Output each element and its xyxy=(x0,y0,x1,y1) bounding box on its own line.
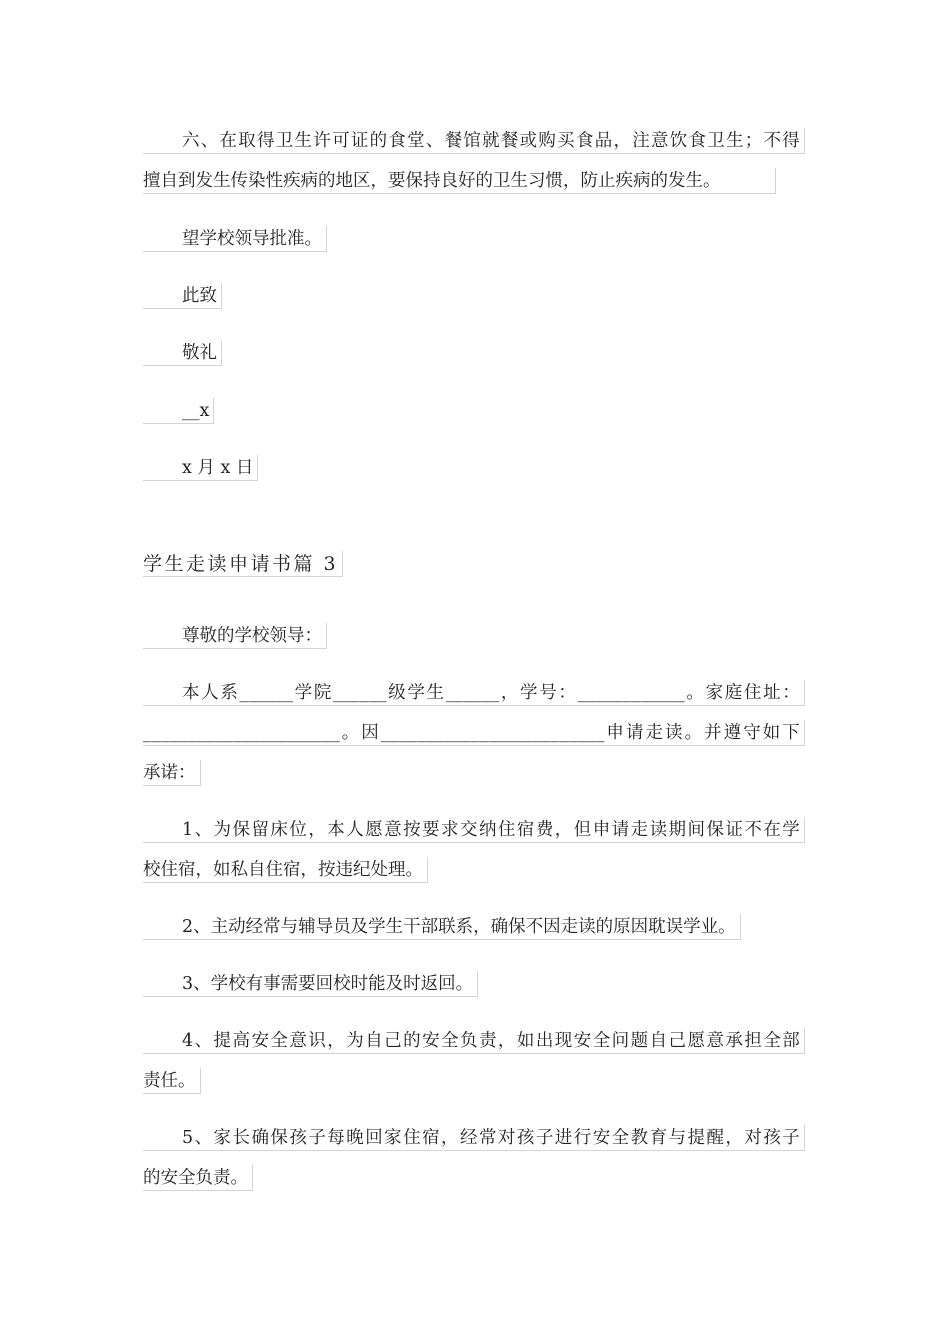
intro-line2: ______________________。因_________________________申请走读。并遵守如下 xyxy=(143,720,805,746)
item1-line1: 1、为保留床位，本人愿意按要求交纳住宿费，但申请走读期间保证不在学 xyxy=(143,817,805,843)
date: x 月 x 日 xyxy=(143,455,258,481)
item5-line1: 5、家长确保孩子每晚回家住宿，经常对孩子进行安全教育与提醒，对孩子 xyxy=(143,1125,805,1151)
request-approval: 望学校领导批准。 xyxy=(143,226,327,252)
item4-line1: 4、提高安全意识，为自己的安全负责，如出现安全问题自己愿意承担全部 xyxy=(143,1028,805,1054)
item6-line1: 六、在取得卫生许可证的食堂、餐馆就餐或购买食品，注意饮食卫生；不得 xyxy=(143,128,805,154)
closing-jingli: 敬礼 xyxy=(143,340,222,366)
intro-line3: 承诺： xyxy=(143,760,201,786)
item5-line2: 的安全负责。 xyxy=(143,1165,253,1191)
signature: __x xyxy=(143,398,214,424)
section-title: 学生走读申请书篇 3 xyxy=(143,551,343,577)
item6-line2: 擅自到发生传染性疾病的地区，要保持良好的卫生习惯，防止疾病的发生。 xyxy=(143,168,776,194)
item1-line2: 校住宿，如私自住宿，按违纪处理。 xyxy=(143,857,428,883)
item2: 2、主动经常与辅导员及学生干部联系，确保不因走读的原因耽误学业。 xyxy=(143,914,741,940)
intro-line1: 本人系______学院______级学生______，学号：____________。家庭住址： xyxy=(143,680,805,706)
closing-cizhi: 此致 xyxy=(143,283,222,309)
item4-line2: 责任。 xyxy=(143,1068,201,1094)
item3: 3、学校有事需要回校时能及时返回。 xyxy=(143,971,478,997)
salutation: 尊敬的学校领导： xyxy=(143,623,327,649)
